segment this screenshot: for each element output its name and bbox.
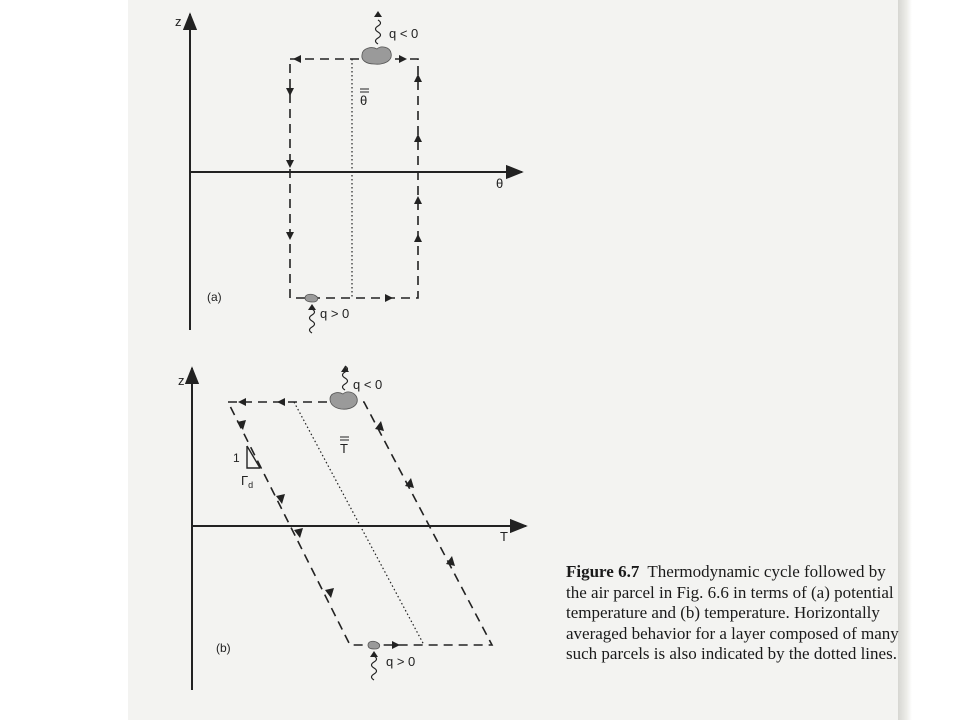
panel-a-arrow	[286, 160, 294, 168]
panel-a-theta-label: θ	[496, 176, 504, 191]
panel-b-arrow	[294, 528, 303, 538]
panel-a	[175, 11, 522, 333]
figure-number: Figure 6.7	[566, 562, 640, 581]
panel-a-heat-loss-arrowhead	[374, 11, 382, 17]
panel-b-slope-hypotenuse	[247, 446, 260, 468]
panel-a-heat-gain-arrowhead	[308, 304, 316, 310]
panel-b-slope-label: $\Gamma_d$	[241, 473, 254, 490]
panel-a-arrow	[385, 294, 393, 302]
panel-a-arrow	[399, 55, 407, 63]
caption-text: Thermodynamic cycle followed by the air parcel in Fig. 6.6 in terms of (a) potential temperature and (b) temperature. Horizontally averaged behavior for a layer composed of many such parcels is also indicated by the dotted lines.	[566, 562, 899, 663]
panel-b-heat-gain-wiggle	[372, 656, 377, 680]
panel-a-arrow	[414, 196, 422, 204]
panel-a-cycle-path	[290, 59, 418, 298]
panel-b-cycle-path	[228, 402, 492, 645]
panel-b-heat-loss-label: q < 0	[353, 377, 383, 392]
panel-b-parcel-top	[330, 392, 357, 409]
panel-b-slope-rise-label: 1	[233, 451, 240, 465]
panel-b-arrow	[238, 398, 246, 406]
panel-a-arrow	[293, 55, 301, 63]
panel-b-heat-gain-arrowhead	[370, 651, 378, 657]
panel-b-panel-label: (b)	[216, 641, 231, 655]
panel-a-heat-gain-wiggle	[310, 309, 315, 333]
panel-a-arrow	[414, 74, 422, 82]
panel-b-arrow	[392, 641, 400, 649]
panel-a-z-label: z	[175, 14, 182, 29]
panel-b-z-label: z	[178, 373, 185, 388]
panel-b	[178, 366, 526, 690]
panel-a-arrow	[414, 234, 422, 242]
panel-b-heat-gain-label: q > 0	[386, 654, 416, 669]
panel-b-parcel-bottom	[368, 641, 380, 649]
panel-a-panel-label: (a)	[207, 290, 222, 304]
panel-a-heat-gain-label: q > 0	[320, 306, 350, 321]
figure-caption	[566, 562, 902, 665]
panel-b-arrow	[277, 398, 285, 406]
panel-a-mean-label: θ	[360, 93, 368, 108]
panel-b-mean-label: T	[340, 441, 348, 456]
panel-b-t-label: T	[500, 529, 508, 544]
panel-b-mean-dotted-line	[294, 402, 424, 645]
panel-a-arrow	[286, 232, 294, 240]
panel-b-arrow	[276, 494, 285, 504]
panel-a-parcel-top	[362, 47, 391, 64]
panel-a-parcel-bottom	[305, 294, 318, 302]
panel-a-arrow	[414, 134, 422, 142]
panel-b-arrow	[375, 421, 384, 431]
panel-a-heat-loss-wiggle	[376, 20, 381, 44]
panel-a-arrow	[286, 88, 294, 96]
panel-a-heat-loss-label: q < 0	[389, 26, 419, 41]
